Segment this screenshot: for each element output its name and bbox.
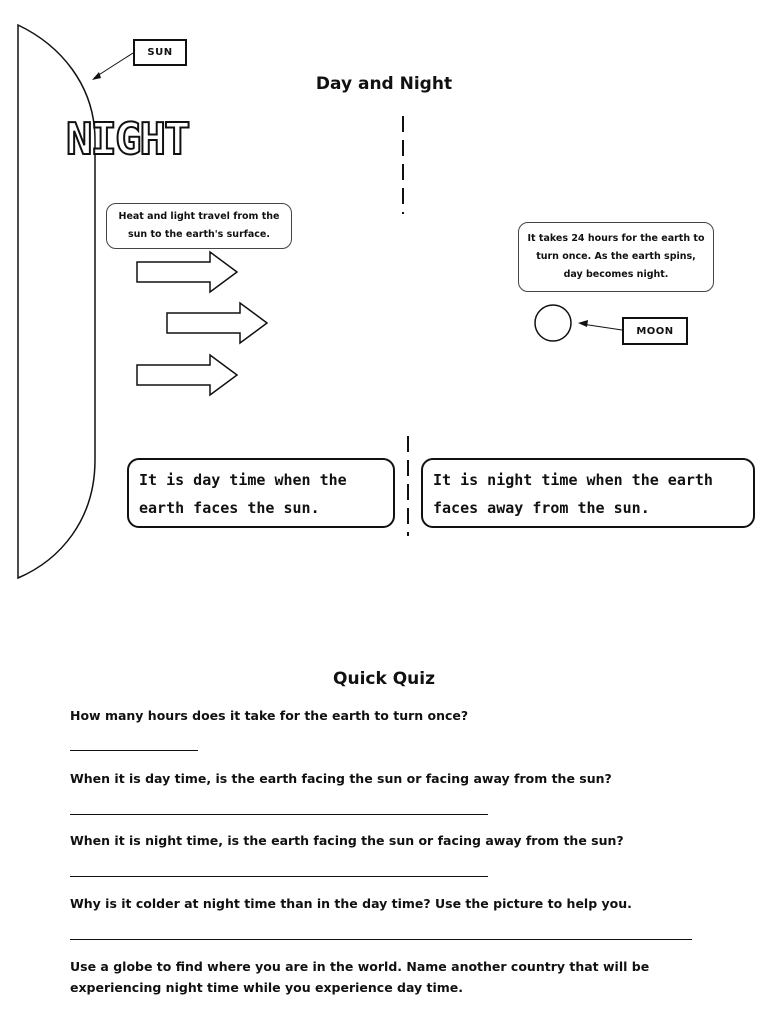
sun-label: SUN <box>133 39 187 66</box>
moon-icon <box>535 305 571 341</box>
heat-arrow-icon <box>137 252 237 292</box>
rotation-callout: It takes 24 hours for the earth to turn once. As the earth spins, day becomes night. <box>518 222 714 292</box>
sun-pointer-arrowhead <box>92 72 101 80</box>
night-word: NIGHT <box>66 114 189 165</box>
quiz-question-1: How many hours does it take for the earth to turn once? <box>70 708 469 723</box>
quiz-title: Quick Quiz <box>333 669 435 689</box>
diagram-title: Day and Night <box>315 74 453 94</box>
night-statement-box: It is night time when the earth faces away from the sun. <box>421 458 755 528</box>
day-statement-box: It is day time when the earth faces the sun. <box>127 458 395 528</box>
answer-line-1[interactable] <box>70 750 198 751</box>
sun-arc <box>18 25 95 578</box>
sun-pointer-line <box>94 53 133 78</box>
heat-callout: Heat and light travel from the sun to the earth's surface. <box>106 203 292 249</box>
heat-arrow-icon <box>137 355 237 395</box>
quiz-question-4: Why is it colder at night time than in the day time? Use the picture to help you. <box>70 896 632 911</box>
moon-pointer-line <box>582 324 622 330</box>
quiz-question-2: When it is day time, is the earth facing the sun or facing away from the sun? <box>70 771 612 786</box>
answer-line-2[interactable] <box>70 814 488 815</box>
answer-line-4[interactable] <box>70 939 692 940</box>
answer-line-3[interactable] <box>70 876 488 877</box>
moon-label: MOON <box>622 317 688 345</box>
heat-arrow-icon <box>167 303 267 343</box>
moon-pointer-arrowhead <box>578 320 588 327</box>
quiz-question-5: Use a globe to find where you are in the world. Name another country that will be experiencing night time while you experience day time. <box>70 959 650 995</box>
quiz-question-3: When it is night time, is the earth facing the sun or facing away from the sun? <box>70 833 624 848</box>
